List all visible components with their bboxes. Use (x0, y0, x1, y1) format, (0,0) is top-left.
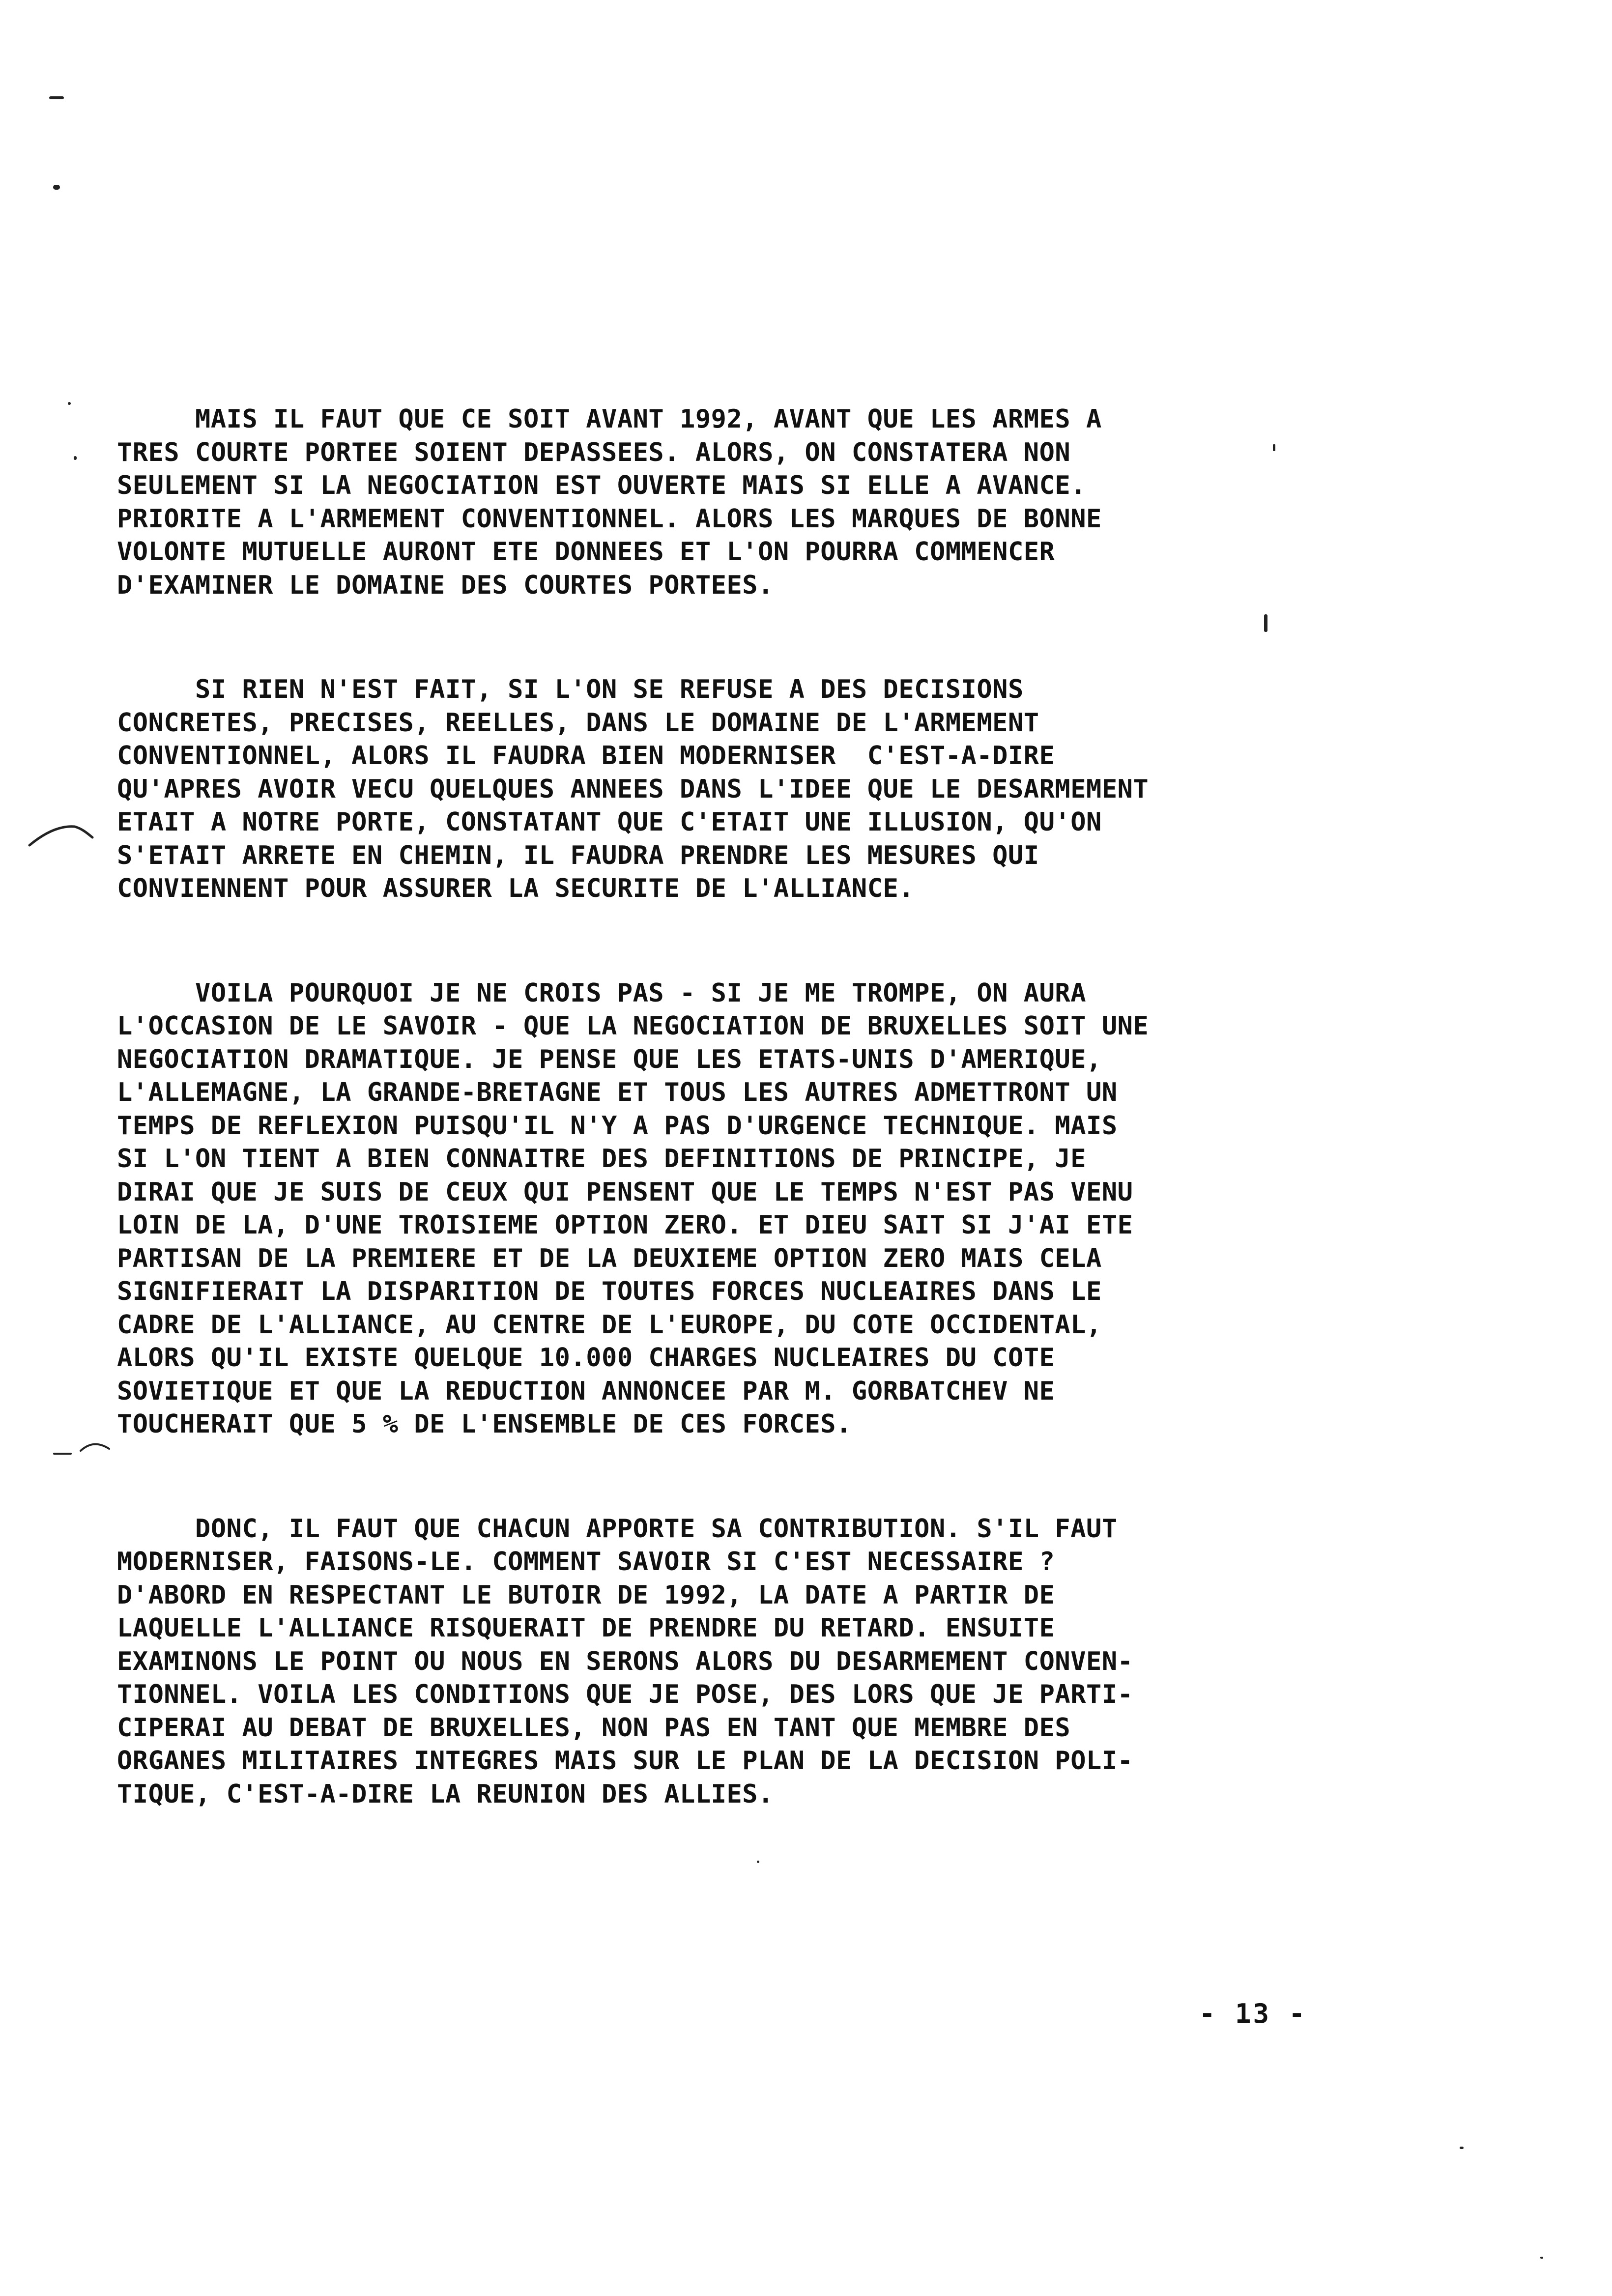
text-line: TIQUE, C'EST-A-DIRE LA REUNION DES ALLIES. (117, 1779, 774, 1809)
text-line: QU'APRES AVOIR VECU QUELQUES ANNEES DANS L'IDEE QUE LE DESARMEMENT (117, 774, 1149, 804)
text-line: DIRAI QUE JE SUIS DE CEUX QUI PENSENT QUE LE TEMPS N'EST PAS VENU (117, 1177, 1133, 1207)
letter-body (117, 403, 1326, 1882)
text-line: LOIN DE LA, D'UNE TROISIEME OPTION ZERO. ET DIEU SAIT SI J'AI ETE (117, 1210, 1133, 1240)
text-line: L'ALLEMAGNE, LA GRANDE-BRETAGNE ET TOUS LES AUTRES ADMETTRONT UN (117, 1078, 1118, 1107)
text-line: CONCRETES, PRECISES, REELLES, DANS LE DOMAINE DE L'ARMEMENT (117, 708, 1039, 738)
paragraph-3 (117, 977, 1326, 1441)
text-line: TOUCHERAIT QUE 5 % DE L'ENSEMBLE DE CES FORCES. (117, 1409, 852, 1439)
paragraph-4 (117, 1513, 1326, 1811)
text-line: MODERNISER, FAISONS-LE. COMMENT SAVOIR SI C'EST NECESSAIRE ? (117, 1547, 1055, 1577)
margin-mark (49, 96, 64, 99)
text-line: TEMPS DE REFLEXION PUISQU'IL N'Y A PAS D'URGENCE TECHNIQUE. MAIS (117, 1111, 1118, 1141)
text-line: SI L'ON TIENT A BIEN CONNAITRE DES DEFINITIONS DE PRINCIPE, JE (117, 1144, 1087, 1174)
speck-mark (1540, 2257, 1543, 2259)
text-line: CONVIENNENT POUR ASSURER LA SECURITE DE L'ALLIANCE. (117, 874, 915, 903)
paragraph-1 (117, 403, 1326, 602)
margin-pencil-mark (28, 816, 116, 850)
text-line: MAIS IL FAUT QUE CE SOIT AVANT 1992, AVANT QUE LES ARMES A (117, 404, 1102, 434)
text-line: DONC, IL FAUT QUE CHACUN APPORTE SA CONTRIBUTION. S'IL FAUT (117, 1514, 1118, 1544)
margin-pencil-mark (51, 1439, 115, 1464)
text-line: PARTISAN DE LA PREMIERE ET DE LA DEUXIEME OPTION ZERO MAIS CELA (117, 1243, 1102, 1273)
speck-mark (1460, 2147, 1464, 2149)
text-line: ALORS QU'IL EXISTE QUELQUE 10.000 CHARGES NUCLEAIRES DU COTE (117, 1343, 1055, 1373)
text-line: ORGANES MILITAIRES INTEGRES MAIS SUR LE PLAN DE LA DECISION POLI- (117, 1746, 1133, 1776)
page-number: - 13 - (1199, 1998, 1307, 2029)
text-line: L'OCCASION DE LE SAVOIR - QUE LA NEGOCIATION DE BRUXELLES SOIT UNE (117, 1011, 1149, 1041)
text-line: SI RIEN N'EST FAIT, SI L'ON SE REFUSE A DES DECISIONS (117, 675, 1024, 704)
text-line: TIONNEL. VOILA LES CONDITIONS QUE JE POSE, DES LORS QUE JE PARTI- (117, 1680, 1133, 1709)
text-line: CIPERAI AU DEBAT DE BRUXELLES, NON PAS EN TANT QUE MEMBRE DES (117, 1713, 1071, 1743)
text-line: SOVIETIQUE ET QUE LA REDUCTION ANNONCEE PAR M. GORBATCHEV NE (117, 1376, 1055, 1406)
margin-mark (53, 185, 60, 190)
text-line: NEGOCIATION DRAMATIQUE. JE PENSE QUE LES ETATS-UNIS D'AMERIQUE, (117, 1044, 1102, 1074)
text-line: ETAIT A NOTRE PORTE, CONSTATANT QUE C'ETAIT UNE ILLUSION, QU'ON (117, 807, 1102, 837)
text-line: EXAMINONS LE POINT OU NOUS EN SERONS ALORS DU DESARMEMENT CONVEN- (117, 1646, 1133, 1676)
text-line: CONVENTIONNEL, ALORS IL FAUDRA BIEN MODERNISER C'EST-A-DIRE (117, 741, 1055, 771)
text-line: VOLONTE MUTUELLE AURONT ETE DONNEES ET L'ON POURRA COMMENCER (117, 537, 1055, 567)
text-line: S'ETAIT ARRETE EN CHEMIN, IL FAUDRA PRENDRE LES MESURES QUI (117, 840, 1039, 870)
text-line: D'EXAMINER LE DOMAINE DES COURTES PORTEES. (117, 570, 774, 600)
paragraph-2 (117, 673, 1326, 906)
text-line: SEULEMENT SI LA NEGOCIATION EST OUVERTE MAIS SI ELLE A AVANCE. (117, 471, 1087, 500)
text-line: CADRE DE L'ALLIANCE, AU CENTRE DE L'EUROPE, DU COTE OCCIDENTAL, (117, 1310, 1102, 1340)
text-line: TRES COURTE PORTEE SOIENT DEPASSEES. ALORS, ON CONSTATERA NON (117, 437, 1071, 467)
text-line: D'ABORD EN RESPECTANT LE BUTOIR DE 1992, LA DATE A PARTIR DE (117, 1580, 1055, 1610)
margin-mark (68, 402, 71, 405)
text-line: LAQUELLE L'ALLIANCE RISQUERAIT DE PRENDRE DU RETARD. ENSUITE (117, 1613, 1055, 1643)
text-line: PRIORITE A L'ARMEMENT CONVENTIONNEL. ALORS LES MARQUES DE BONNE (117, 504, 1102, 534)
margin-mark (74, 456, 77, 460)
text-line: SIGNIFIERAIT LA DISPARITION DE TOUTES FORCES NUCLEAIRES DANS LE (117, 1277, 1102, 1306)
text-line: VOILA POURQUOI JE NE CROIS PAS - SI JE ME TROMPE, ON AURA (117, 978, 1087, 1008)
